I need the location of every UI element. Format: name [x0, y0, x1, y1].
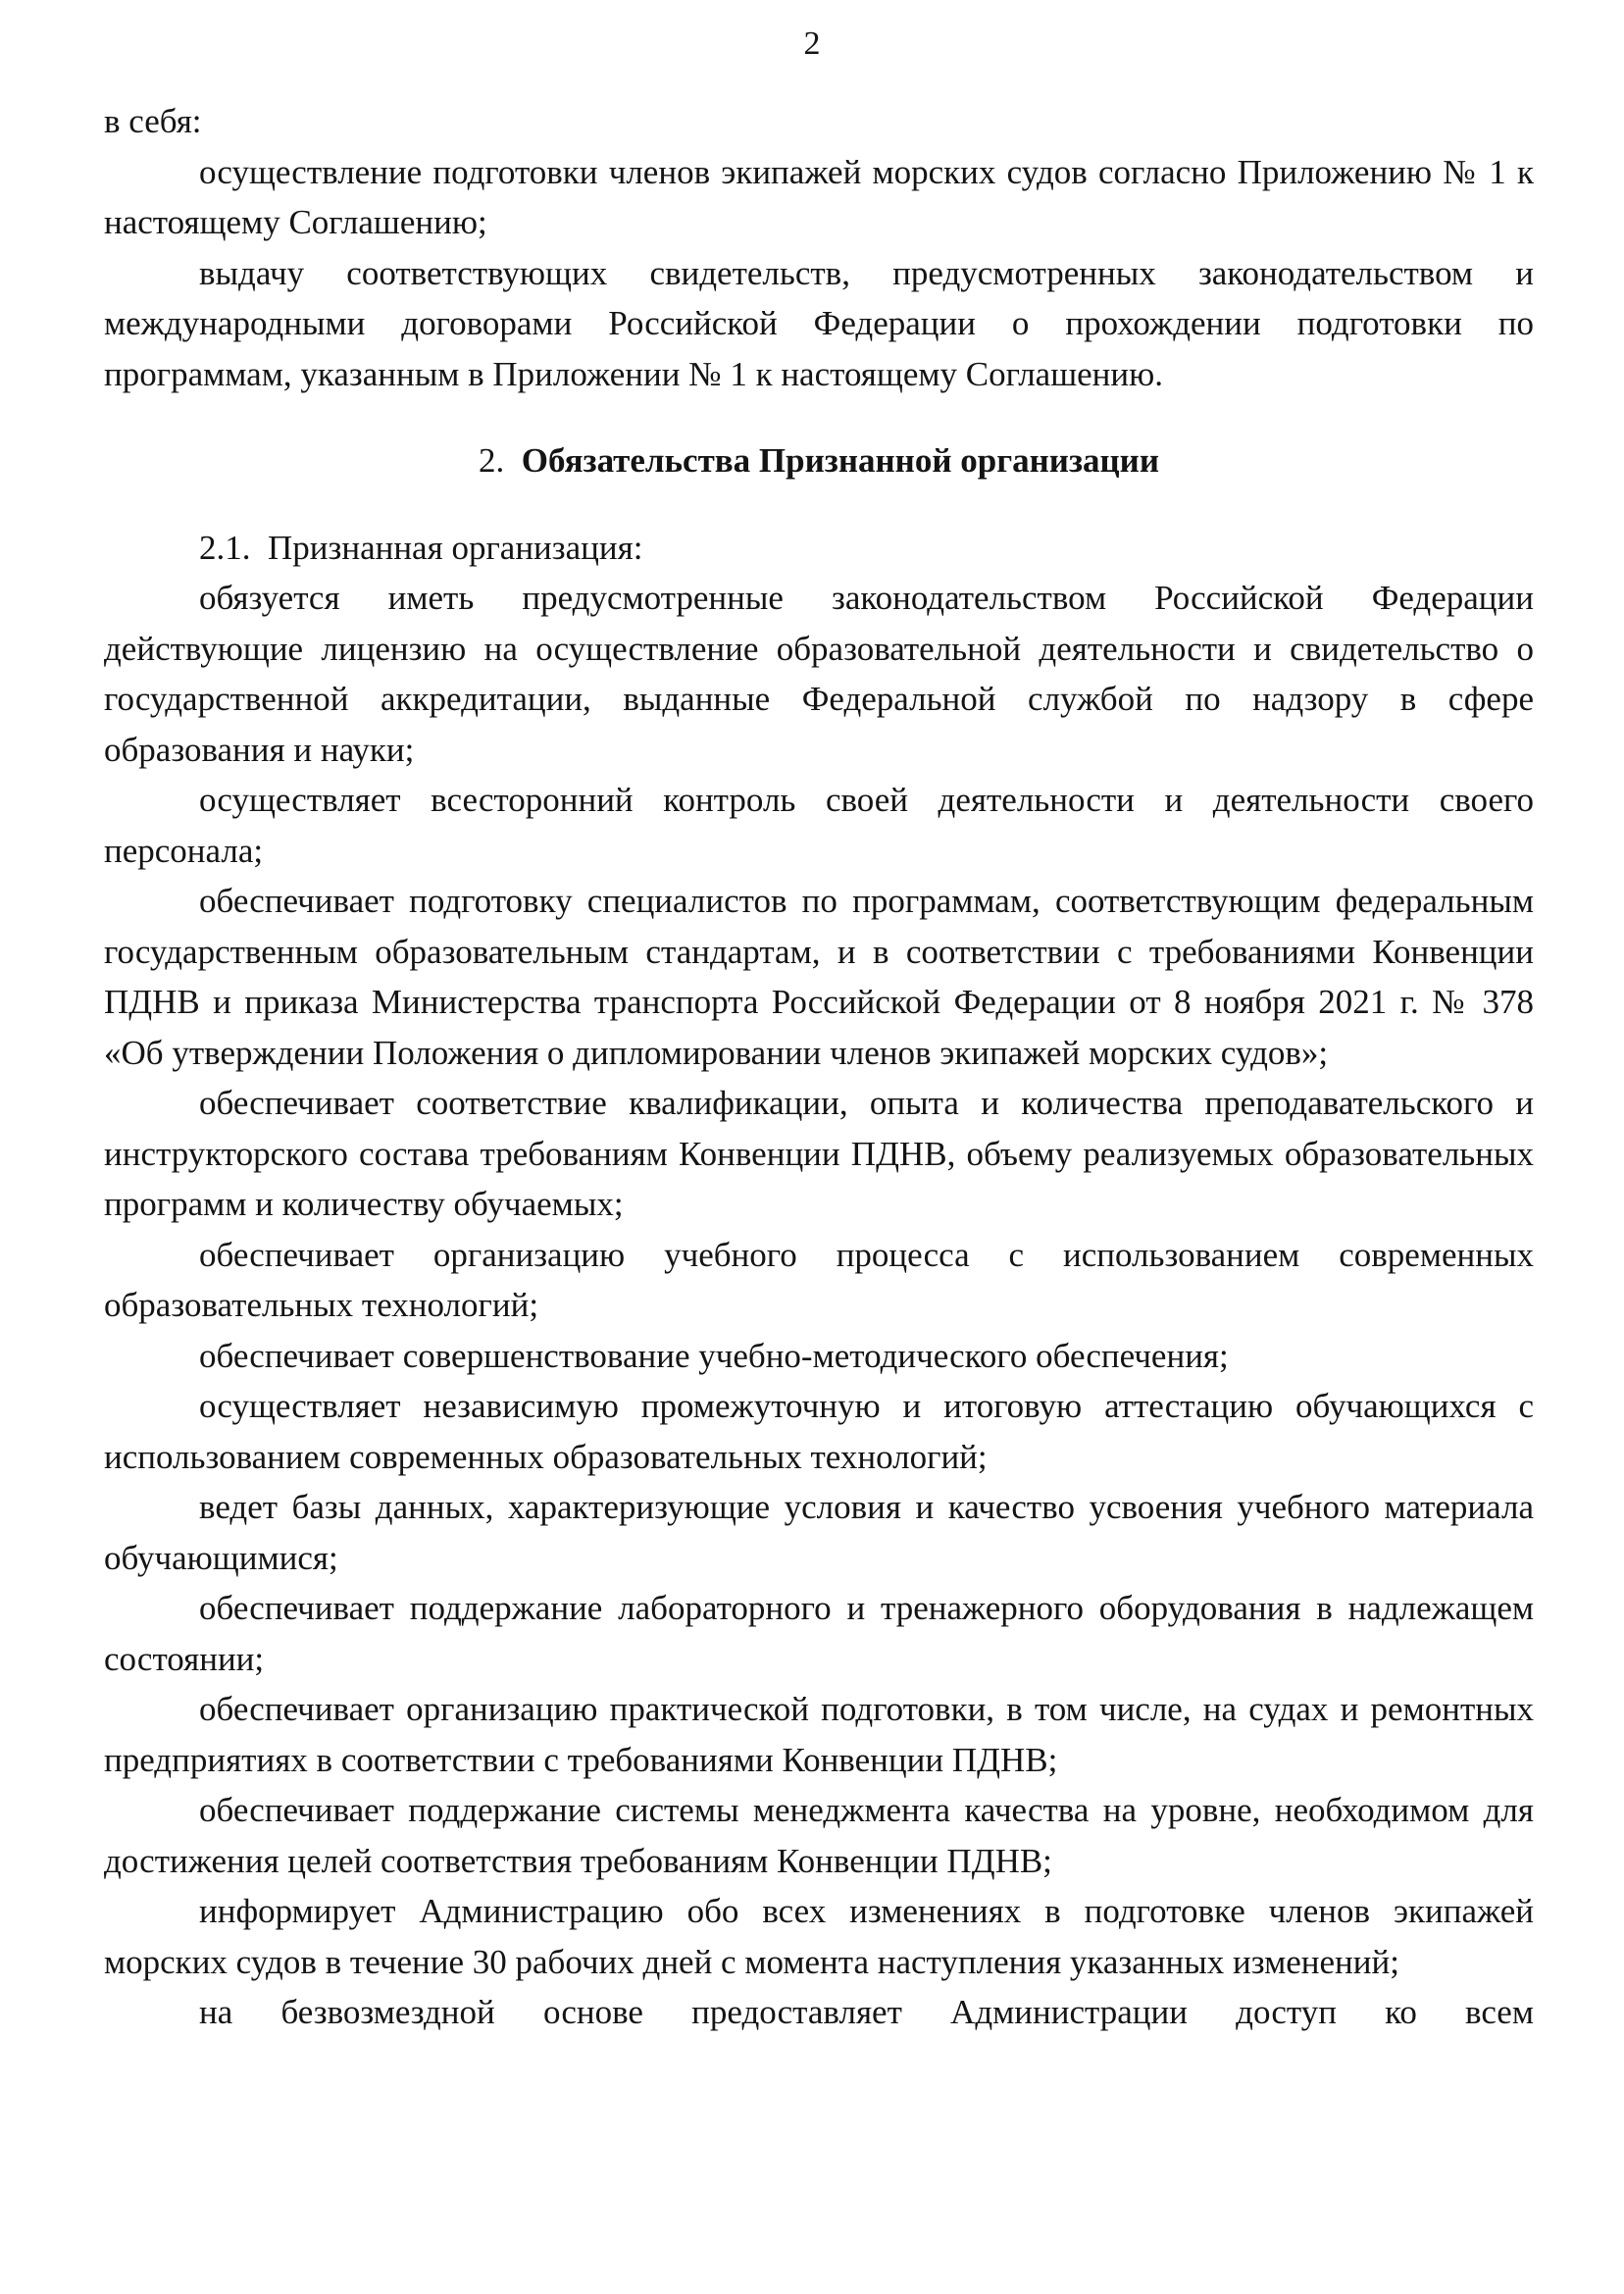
obligation-item: обеспечивает подготовку специалистов по программам, соответствующим федеральным государственным образовательным стандартам, и в соответствии с требованиями Конвенции ПДНВ и приказа Министерства транспорта Российской Федерации от 8 ноября 2021 г. № 378 «Об утверждении Положения о дипломировании членов экипажей морских судов»; [104, 882, 1534, 1072]
subsection-label: 2.1. Признанная организация: [199, 528, 643, 567]
section-title: Обязательства Признанной организации [521, 441, 1160, 480]
document-body [104, 96, 1534, 2038]
spacer [104, 486, 1534, 523]
obligation-item: ведет базы данных, характеризующие условия и качество усвоения учебного материала обучающимися; [104, 1488, 1534, 1577]
obligation-item: обеспечивает поддержание лабораторного и тренажерного оборудования в надлежащем состоянии; [104, 1589, 1534, 1678]
obligation-item: обеспечивает совершенствование учебно-методического обеспечения; [199, 1336, 1229, 1375]
section-heading [104, 435, 1534, 486]
obligation-item-continued: на безвозмездной основе предоставляет Администрации доступ ко всем [199, 1993, 1534, 2031]
intro-item: осуществление подготовки членов экипажей морских судов согласно Приложению № 1 к настоящему Соглашению; [104, 152, 1534, 241]
obligation-item: осуществляет независимую промежуточную и итоговую аттестацию обучающихся с использованием современных образовательных технологий; [104, 1387, 1534, 1476]
page-number: 2 [803, 25, 821, 62]
obligation-item: обеспечивает соответствие квалификации, опыта и количества преподавательского и инструкторского состава требованиям Конвенции ПДНВ, объему реализуемых образовательных программ и количеству обучаемых; [104, 1084, 1534, 1223]
obligation-item: информирует Администрацию обо всех изменениях в подготовке членов экипажей морских судов в течение 30 рабочих дней с момента наступления указанных изменений; [104, 1892, 1534, 1981]
section-number: 2. [478, 441, 505, 480]
obligation-item: осуществляет всесторонний контроль своей деятельности и деятельности своего персонала; [104, 781, 1534, 870]
obligation-item: обеспечивает организацию практической подготовки, в том числе, на судах и ремонтных предприятиях в соответствии с требованиями Конвенции ПДНВ; [104, 1690, 1534, 1779]
obligation-item: обеспечивает организацию учебного процесса с использованием современных образовательных технологий; [104, 1235, 1534, 1324]
intro-item: выдачу соответствующих свидетельств, предусмотренных законодательством и международными договорами Российской Федерации о прохождении подготовки по программам, указанным в Приложении № 1 к настоящему Соглашению. [104, 253, 1534, 393]
spacer [104, 399, 1534, 435]
obligation-item: обязуется иметь предусмотренные законодательством Российской Федерации действующие лицензию на осуществление образовательной деятельности и свидетельство о государственной аккредитации, выданные Федеральной службой по надзору в сфере образования и науки; [104, 579, 1534, 769]
obligation-item: обеспечивает поддержание системы менеджмента качества на уровне, необходимом для достижения целей соответствия требованиям Конвенции ПДНВ; [104, 1791, 1534, 1880]
intro-lead-in: в себя: [104, 102, 202, 140]
